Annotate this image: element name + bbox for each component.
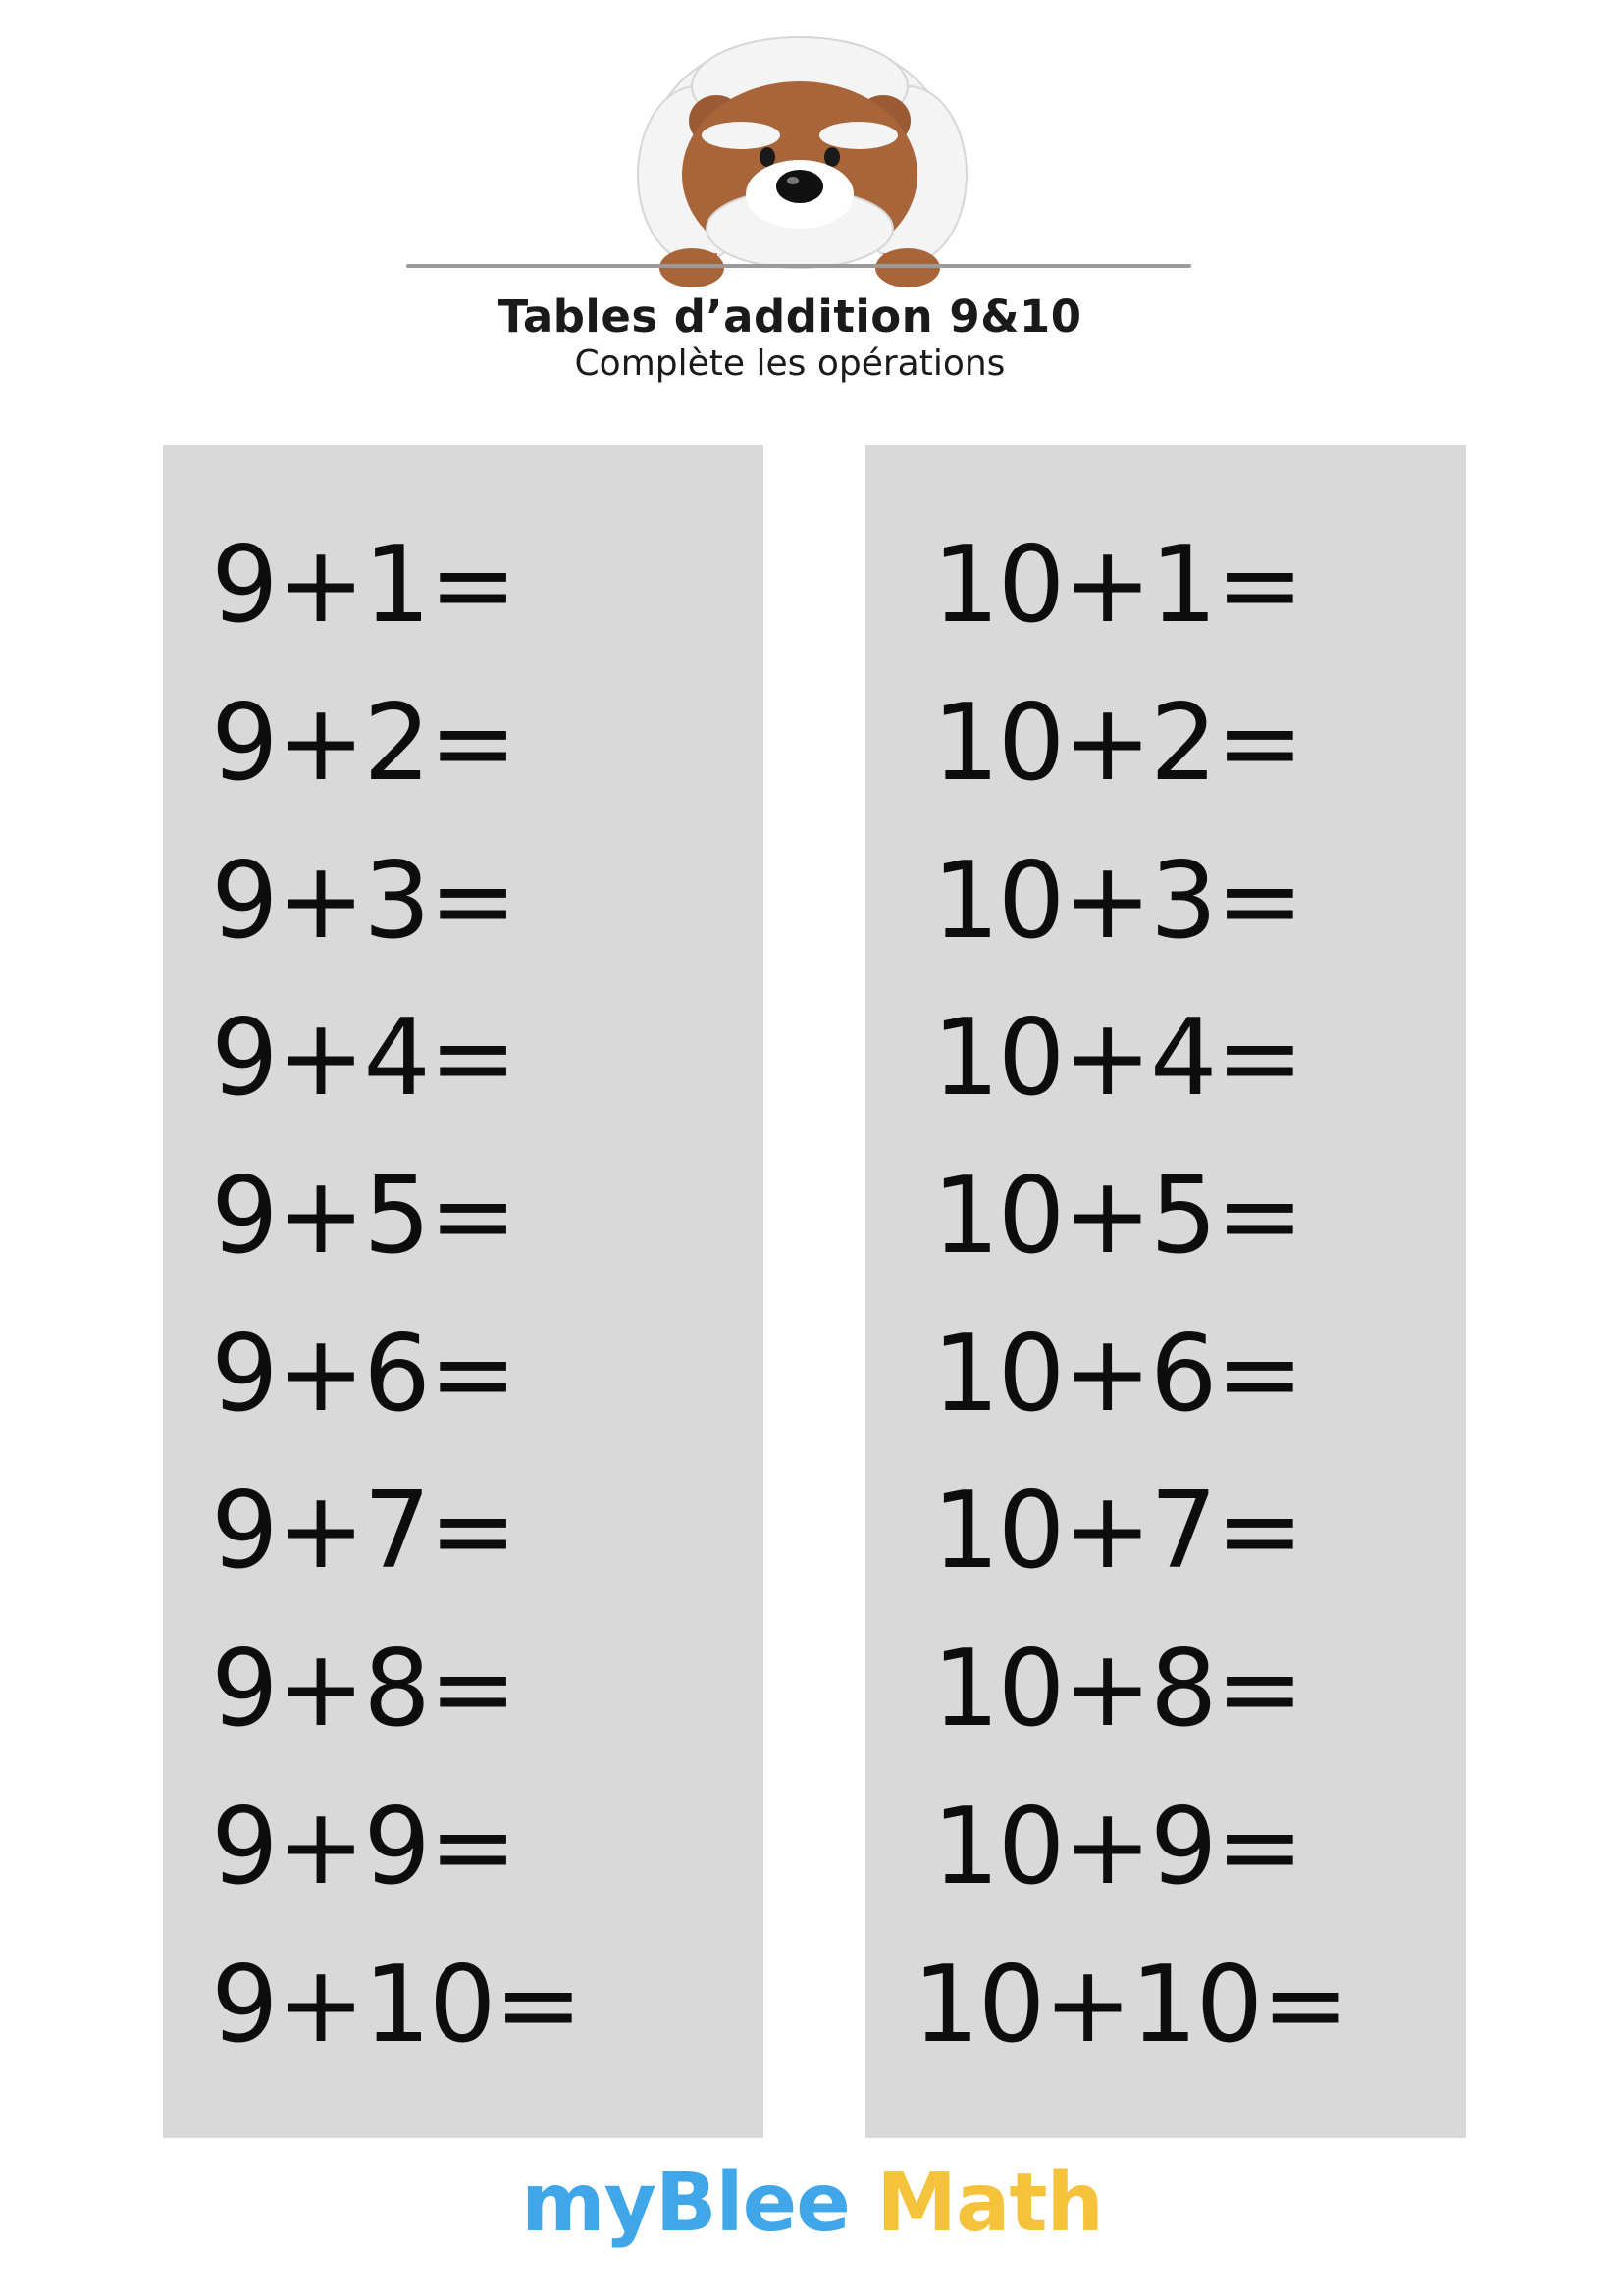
page-subtitle: Complète les opérations bbox=[574, 343, 1006, 384]
equation-10-6: 10+6= bbox=[932, 1313, 1303, 1435]
equation-9-8: 9+8= bbox=[211, 1628, 516, 1750]
equation-9-1: 9+1= bbox=[211, 524, 516, 647]
equation-9-10: 9+10= bbox=[211, 1944, 582, 2066]
equation-10-8: 10+8= bbox=[932, 1628, 1303, 1750]
header-rule bbox=[406, 264, 1191, 268]
page-title: Tables d’addition 9&10 bbox=[498, 290, 1082, 342]
equation-10-1: 10+1= bbox=[932, 524, 1303, 647]
equation-9-6: 9+6= bbox=[211, 1313, 516, 1435]
equation-9-7: 9+7= bbox=[211, 1470, 516, 1592]
equation-10-9: 10+9= bbox=[932, 1786, 1303, 1908]
equation-9-4: 9+4= bbox=[211, 997, 516, 1120]
equation-9-9: 9+9= bbox=[211, 1786, 516, 1908]
equation-10-7: 10+7= bbox=[932, 1470, 1303, 1592]
bear-mascot-icon bbox=[402, 27, 1217, 292]
brand-logo-part1: myBlee bbox=[521, 2157, 850, 2250]
equation-10-2: 10+2= bbox=[932, 682, 1303, 805]
equation-9-3: 9+3= bbox=[211, 840, 516, 963]
equation-10-10: 10+10= bbox=[913, 1944, 1348, 2066]
brand-logo bbox=[0, 2157, 1624, 2250]
equation-10-5: 10+5= bbox=[932, 1155, 1303, 1278]
equation-10-4: 10+4= bbox=[932, 997, 1303, 1120]
equation-10-3: 10+3= bbox=[932, 840, 1303, 963]
brand-logo-part2: Math bbox=[876, 2157, 1103, 2250]
equation-9-5: 9+5= bbox=[211, 1155, 516, 1278]
equation-9-2: 9+2= bbox=[211, 682, 516, 805]
